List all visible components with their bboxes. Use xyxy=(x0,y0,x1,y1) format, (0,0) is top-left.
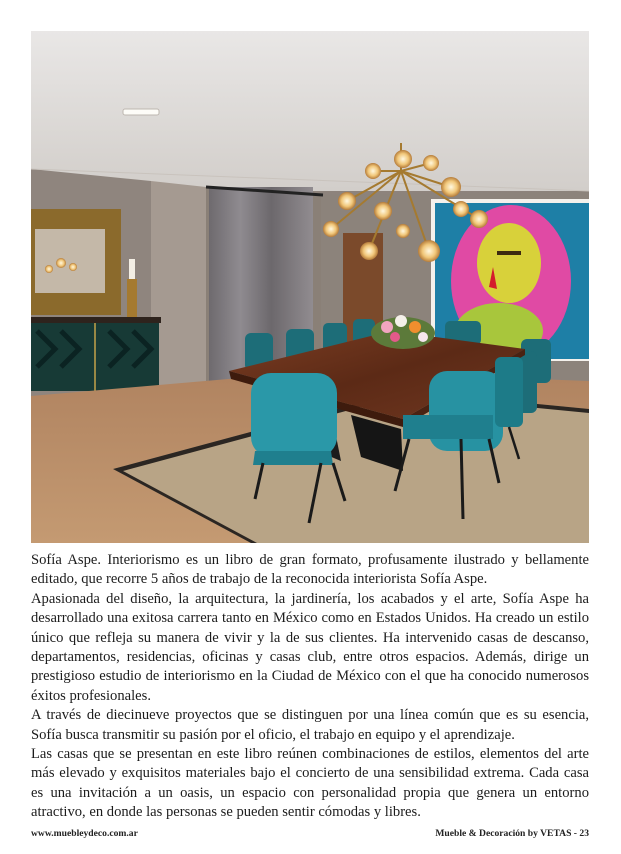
paragraph: Apasionada del diseño, la arquitectura, la jardinería, los acabados y el arte, Sofía Aspe ha desarrollado una exitosa carrera tanto en México como en Estados Unidos. Ha creado un estilo único que refleja su manera de vivir y la de sus clientes. Ha intervenido casas de descanso, departamentos, residencias, oficinas y casas club, entre otros espacios. Además, dirige un prestigioso estudio de interiorismo en la Ciudad de México con el que ha conocido numerosos éxitos profesionales. xyxy=(31,590,589,704)
dining-room-photo xyxy=(31,31,589,543)
paragraph: Sofía Aspe. Interiorismo es un libro de gran formato, profusamente ilustrado y bellamente editado, que recorre 5 años de trabajo de la reconocida interiorista Sofía Aspe. xyxy=(31,552,589,588)
footer-website: www.muebleydeco.com.ar xyxy=(31,828,138,839)
paragraph: Las casas que se presentan en este libro reúnen combinaciones de estilos, elementos del arte más elevado y exquisitos materiales bajo el concierto de una sensibilidad extrema. Cada casa es una invitación a un oasis, un espacio con personalidad propia que genera un entorno atractivo, en donde las personas se pueden sentir cómodas y libres. xyxy=(31,746,589,821)
paragraph: A través de diecinueve proyectos que se distinguen por una línea común que es su esencia, Sofía busca transmitir su pasión por el oficio, el trabajo en equipo y el aprendizaje. xyxy=(31,707,589,743)
page-footer xyxy=(31,828,589,842)
dining-room-illustration xyxy=(31,31,589,543)
footer-page-label: Mueble & Decoración by VETAS - 23 xyxy=(435,828,589,839)
article-body xyxy=(31,551,589,823)
